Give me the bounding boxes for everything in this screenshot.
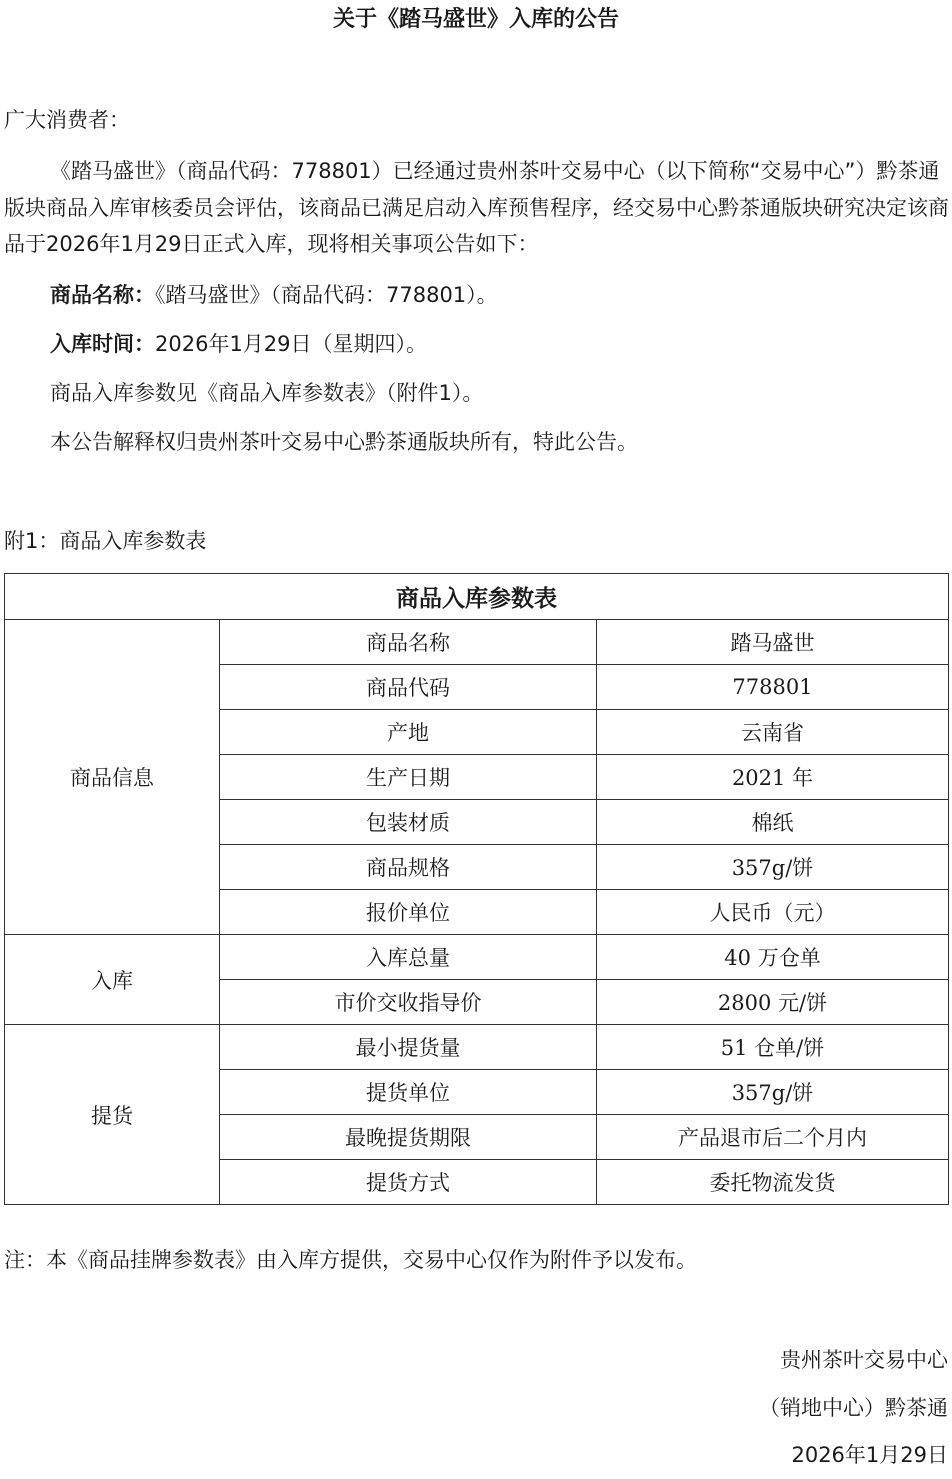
param-value: 踏马盛世 bbox=[597, 620, 949, 665]
group-label: 入库 bbox=[5, 935, 220, 1025]
group-label: 商品信息 bbox=[5, 620, 220, 935]
param-key: 商品代码 bbox=[220, 665, 597, 710]
param-value: 云南省 bbox=[597, 710, 949, 755]
param-key: 生产日期 bbox=[220, 755, 597, 800]
item-text: 本公告解释权归贵州茶叶交易中心黔茶通版块所有，特此公告。 bbox=[50, 430, 638, 454]
item-text: 2026年1月29日（星期四）。 bbox=[155, 332, 428, 356]
parameter-table bbox=[4, 573, 949, 1205]
item-text: 商品入库参数见《商品入库参数表》（附件1）。 bbox=[50, 381, 484, 405]
table-row bbox=[5, 620, 949, 665]
param-key: 商品名称 bbox=[220, 620, 597, 665]
param-key: 市价交收指导价 bbox=[220, 980, 597, 1025]
param-key: 最小提货量 bbox=[220, 1025, 597, 1070]
param-key: 入库总量 bbox=[220, 935, 597, 980]
announcement-title: 关于《踏马盛世》入库的公告 bbox=[332, 7, 619, 32]
param-value: 51 仓单/饼 bbox=[597, 1025, 949, 1070]
param-value: 委托物流发货 bbox=[597, 1160, 949, 1205]
param-value: 40 万仓单 bbox=[597, 935, 949, 980]
body-paragraph: 《踏马盛世》（商品代码：778801）已经通过贵州茶叶交易中心（以下简称“交易中心”）黔茶通版块商品入库审核委员会评估，该商品已满足启动入库预售程序，经交易中心黔茶通版块研究决定该商品于2026年1月29日正式入库，现将相关事项公告如下： bbox=[4, 159, 949, 256]
param-key: 提货方式 bbox=[220, 1160, 597, 1205]
param-value: 产品退市后二个月内 bbox=[597, 1115, 949, 1160]
table-title: 商品入库参数表 bbox=[5, 574, 949, 620]
group-label: 提货 bbox=[5, 1025, 220, 1205]
param-value: 人民币（元） bbox=[597, 890, 949, 935]
footnote: 注：本《商品挂牌参数表》由入库方提供，交易中心仅作为附件予以发布。 bbox=[4, 1248, 697, 1272]
param-value: 2800 元/饼 bbox=[597, 980, 949, 1025]
salutation: 广大消费者： bbox=[4, 108, 130, 132]
item-label: 入库时间： bbox=[50, 332, 155, 356]
attachment-label: 附1：商品入库参数表 bbox=[4, 529, 207, 553]
signature-date: 2026年1月29日 bbox=[791, 1443, 948, 1467]
param-key: 提货单位 bbox=[220, 1070, 597, 1115]
param-value: 2021 年 bbox=[597, 755, 949, 800]
item-interpretation bbox=[50, 424, 638, 460]
param-value: 357g/饼 bbox=[597, 845, 949, 890]
param-value: 棉纸 bbox=[597, 800, 949, 845]
param-key: 产地 bbox=[220, 710, 597, 755]
table-title-row bbox=[5, 574, 949, 620]
table-row bbox=[5, 1025, 949, 1070]
item-text: 《踏马盛世》（商品代码：778801）。 bbox=[155, 283, 498, 307]
table-row bbox=[5, 935, 949, 980]
param-key: 报价单位 bbox=[220, 890, 597, 935]
param-key: 商品规格 bbox=[220, 845, 597, 890]
signature-dept: （销地中心）黔茶通 bbox=[759, 1396, 948, 1420]
param-key: 最晚提货期限 bbox=[220, 1115, 597, 1160]
param-value: 778801 bbox=[597, 665, 949, 710]
param-key: 包装材质 bbox=[220, 800, 597, 845]
item-warehousing-time bbox=[50, 326, 427, 362]
item-label: 商品名称： bbox=[50, 283, 155, 307]
signature-org: 贵州茶叶交易中心 bbox=[780, 1348, 948, 1372]
param-value: 357g/饼 bbox=[597, 1070, 949, 1115]
item-param-reference bbox=[50, 375, 483, 411]
item-product-name bbox=[50, 277, 498, 313]
